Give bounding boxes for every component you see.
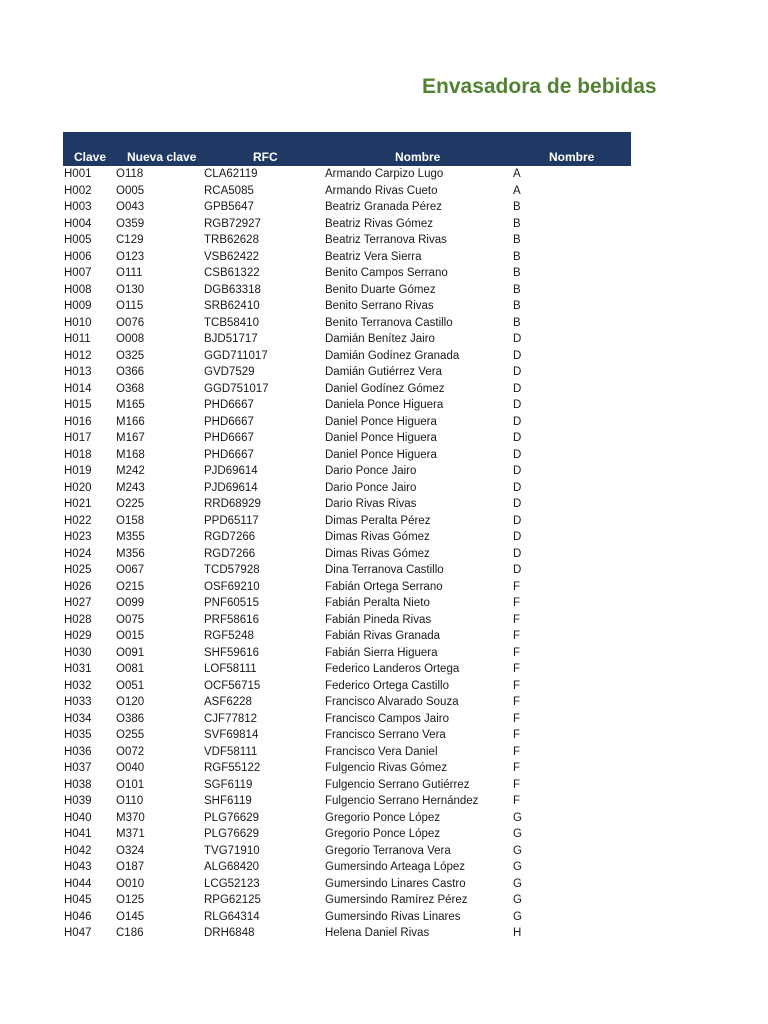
cell-nueva-clave[interactable]: M243 <box>116 481 145 494</box>
cell-nombre[interactable]: Dimas Rivas Gómez <box>325 531 430 543</box>
cell-rfc[interactable]: GGD751017 <box>204 382 269 395</box>
table-row <box>63 199 631 216</box>
cell-letra[interactable]: D <box>513 415 522 428</box>
table-row <box>63 546 631 563</box>
cell-nombre[interactable]: Fabián Pineda Rivas <box>325 613 432 626</box>
table-row <box>63 843 631 860</box>
cell-nueva-clave[interactable]: M165 <box>116 399 145 411</box>
cell-rfc[interactable]: CJF77812 <box>204 712 258 725</box>
cell-nombre[interactable]: Damián Benítez Jairo <box>325 333 435 345</box>
cell-nombre[interactable]: Beatriz Granada Pérez <box>325 201 442 213</box>
cell-clave[interactable]: H026 <box>64 580 92 593</box>
cell-nueva-clave[interactable]: O145 <box>116 910 145 923</box>
table-row <box>63 183 631 200</box>
cell-clave[interactable]: H027 <box>64 597 92 609</box>
cell-letra[interactable]: F <box>513 613 521 626</box>
table-row <box>63 381 631 398</box>
cell-nueva-clave[interactable]: C186 <box>116 927 144 939</box>
cell-nueva-clave[interactable]: O255 <box>116 729 145 741</box>
cell-clave[interactable]: H036 <box>64 745 92 758</box>
cell-letra[interactable]: D <box>513 547 522 560</box>
cell-letra[interactable]: D <box>513 498 522 510</box>
cell-nueva-clave[interactable]: O072 <box>116 745 145 758</box>
cell-rfc[interactable]: RLG64314 <box>204 910 260 923</box>
cell-letra[interactable]: B <box>513 267 521 279</box>
cell-letra[interactable]: H <box>513 927 522 939</box>
cell-nueva-clave[interactable]: O010 <box>116 877 145 890</box>
table-row <box>63 760 631 777</box>
table-header <box>63 132 631 166</box>
cell-nueva-clave[interactable]: M356 <box>116 547 145 560</box>
cell-rfc[interactable]: PHD6667 <box>204 432 254 444</box>
cell-clave[interactable]: H017 <box>64 432 92 444</box>
cell-rfc[interactable]: CSB61322 <box>204 267 260 279</box>
cell-nueva-clave[interactable]: O187 <box>116 861 145 873</box>
cell-clave[interactable]: H021 <box>64 498 92 510</box>
cell-rfc[interactable]: VDF58111 <box>204 745 258 758</box>
cell-clave[interactable]: H038 <box>64 778 92 791</box>
cell-clave[interactable]: H040 <box>64 811 92 824</box>
table-row <box>63 447 631 464</box>
table-row <box>63 232 631 249</box>
cell-nombre[interactable]: Damián Gutiérrez Vera <box>325 366 442 378</box>
table-row <box>63 612 631 629</box>
cell-rfc[interactable]: SHF6119 <box>204 795 252 807</box>
cell-letra[interactable]: F <box>513 712 521 725</box>
table-row <box>63 562 631 579</box>
cell-letra[interactable]: G <box>513 861 522 873</box>
cell-nombre[interactable]: Daniel Ponce Higuera <box>325 448 437 461</box>
cell-nueva-clave[interactable]: O366 <box>116 366 145 378</box>
cell-nueva-clave[interactable]: O123 <box>116 250 145 263</box>
cell-nueva-clave[interactable]: C129 <box>116 234 144 246</box>
cell-letra[interactable]: F <box>513 663 521 675</box>
cell-nombre[interactable]: Dario Ponce Jairo <box>325 465 417 477</box>
cell-nueva-clave[interactable]: O043 <box>116 201 145 213</box>
cell-rfc[interactable]: PLG76629 <box>204 811 259 824</box>
table-row <box>63 777 631 794</box>
cell-rfc[interactable]: TRB62628 <box>204 234 259 246</box>
table-row <box>63 249 631 266</box>
cell-nueva-clave[interactable]: O075 <box>116 613 145 626</box>
cell-clave[interactable]: H009 <box>64 300 92 312</box>
cell-rfc[interactable]: GGD711017 <box>204 349 268 362</box>
cell-nueva-clave[interactable]: O091 <box>116 646 145 659</box>
cell-nombre[interactable]: Beatriz Vera Sierra <box>325 250 422 263</box>
cell-nueva-clave[interactable]: M168 <box>116 448 145 461</box>
cell-rfc[interactable]: PPD65117 <box>204 514 259 527</box>
cell-clave[interactable]: H024 <box>64 547 92 560</box>
cell-nombre[interactable]: Fulgencio Rivas Gómez <box>325 762 448 774</box>
cell-nombre[interactable]: Benito Serrano Rivas <box>325 300 434 312</box>
cell-rfc[interactable]: DRH6848 <box>204 927 255 939</box>
cell-nombre[interactable]: Fulgencio Serrano Gutiérrez <box>325 778 470 791</box>
cell-rfc[interactable]: ASF6228 <box>204 696 252 708</box>
cell-letra[interactable]: G <box>513 844 522 857</box>
cell-clave[interactable]: H033 <box>64 696 92 708</box>
cell-rfc[interactable]: SRB62410 <box>204 300 260 312</box>
cell-letra[interactable]: D <box>513 366 522 378</box>
cell-clave[interactable]: H010 <box>64 316 92 329</box>
table-row <box>63 513 631 530</box>
cell-letra[interactable]: D <box>513 514 522 527</box>
table-row <box>63 628 631 645</box>
table-row <box>63 876 631 893</box>
cell-rfc[interactable]: LOF58111 <box>204 663 257 675</box>
cell-nueva-clave[interactable]: O225 <box>116 498 145 510</box>
cell-clave[interactable]: H007 <box>64 267 92 279</box>
cell-nueva-clave[interactable]: M242 <box>116 465 145 477</box>
cell-letra[interactable]: D <box>513 531 522 543</box>
cell-clave[interactable]: H025 <box>64 564 92 576</box>
cell-nombre[interactable]: Benito Duarte Gómez <box>325 283 436 296</box>
table-row <box>63 678 631 695</box>
cell-clave[interactable]: H013 <box>64 366 92 378</box>
cell-rfc[interactable]: OSF69210 <box>204 580 260 593</box>
cell-rfc[interactable]: BJD51717 <box>204 333 258 345</box>
cell-rfc[interactable]: SHF59616 <box>204 646 259 659</box>
cell-rfc[interactable]: RGB72927 <box>204 217 261 230</box>
cell-nombre[interactable]: Daniel Ponce Higuera <box>325 415 437 428</box>
cell-nueva-clave[interactable]: O386 <box>116 712 145 725</box>
cell-nueva-clave[interactable]: O359 <box>116 217 145 230</box>
cell-letra[interactable]: D <box>513 349 522 362</box>
cell-letra[interactable]: G <box>513 910 522 923</box>
cell-nombre[interactable]: Fabián Rivas Granada <box>325 630 441 642</box>
cell-letra[interactable]: G <box>513 894 522 906</box>
cell-letra[interactable]: D <box>513 448 522 461</box>
cell-clave[interactable]: H047 <box>64 927 92 939</box>
cell-nueva-clave[interactable]: M370 <box>116 811 145 824</box>
cell-nombre[interactable]: Gumersindo Linares Castro <box>325 877 466 890</box>
cell-nombre[interactable]: Fabián Peralta Nieto <box>325 597 430 609</box>
cell-rfc[interactable]: PRF58616 <box>204 613 259 626</box>
table-row <box>63 925 631 942</box>
cell-letra[interactable]: D <box>513 465 522 477</box>
table-body <box>63 166 631 942</box>
cell-clave[interactable]: H018 <box>64 448 92 461</box>
cell-nueva-clave[interactable]: O081 <box>116 663 145 675</box>
cell-rfc[interactable]: PNF60515 <box>204 597 259 609</box>
cell-letra[interactable]: B <box>513 316 521 329</box>
cell-nombre[interactable]: Dario Rivas Rivas <box>325 498 417 510</box>
cell-letra[interactable]: B <box>513 234 521 246</box>
cell-letra[interactable]: D <box>513 333 522 345</box>
cell-clave[interactable]: H016 <box>64 415 92 428</box>
cell-nueva-clave[interactable]: O324 <box>116 844 145 857</box>
cell-letra[interactable]: F <box>513 778 521 791</box>
table-row <box>63 727 631 744</box>
cell-letra[interactable]: D <box>513 432 522 444</box>
table-row <box>63 826 631 843</box>
cell-nombre[interactable]: Francisco Campos Jairo <box>325 712 449 725</box>
cell-nombre[interactable]: Gumersindo Ramírez Pérez <box>325 894 468 906</box>
cell-nombre[interactable]: Francisco Serrano Vera <box>325 729 446 741</box>
cell-letra[interactable]: B <box>513 250 521 263</box>
cell-nombre[interactable]: Benito Terranova Castillo <box>325 316 453 329</box>
column-header-nueva-clave[interactable]: Nueva clave <box>127 150 197 164</box>
table-row <box>63 216 631 233</box>
cell-clave[interactable]: H039 <box>64 795 92 807</box>
cell-nombre[interactable]: Gregorio Ponce López <box>325 828 441 840</box>
cell-rfc[interactable]: RGF55122 <box>204 762 261 774</box>
cell-rfc[interactable]: VSB62422 <box>204 250 259 263</box>
cell-rfc[interactable]: TVG71910 <box>204 844 260 857</box>
cell-nueva-clave[interactable]: O076 <box>116 316 145 329</box>
cell-nombre[interactable]: Helena Daniel Rivas <box>325 927 430 939</box>
table-row <box>63 744 631 761</box>
table-row <box>63 579 631 596</box>
sheet-title: Envasadora de bebidas <box>422 75 657 98</box>
cell-letra[interactable]: B <box>513 201 521 213</box>
cell-clave[interactable]: H046 <box>64 910 92 923</box>
table-row <box>63 348 631 365</box>
cell-letra[interactable]: A <box>513 184 521 197</box>
cell-nueva-clave[interactable]: M371 <box>116 828 145 840</box>
cell-clave[interactable]: H001 <box>64 168 92 180</box>
cell-clave[interactable]: H032 <box>64 679 92 692</box>
table-row <box>63 892 631 909</box>
cell-letra[interactable]: F <box>513 646 521 659</box>
cell-nueva-clave[interactable]: O015 <box>116 630 145 642</box>
cell-nueva-clave[interactable]: O158 <box>116 514 145 527</box>
cell-nueva-clave[interactable]: M166 <box>116 415 145 428</box>
table-row <box>63 331 631 348</box>
cell-clave[interactable]: H031 <box>64 663 92 675</box>
cell-nombre[interactable]: Daniel Godínez Gómez <box>325 382 445 395</box>
cell-nombre[interactable]: Fabián Sierra Higuera <box>325 646 438 659</box>
cell-rfc[interactable]: RGD7266 <box>204 531 256 543</box>
cell-nueva-clave[interactable]: O008 <box>116 333 145 345</box>
table-row <box>63 645 631 662</box>
cell-nueva-clave[interactable]: O005 <box>116 184 145 197</box>
table-row <box>63 364 631 381</box>
cell-letra[interactable]: D <box>513 382 522 395</box>
cell-letra[interactable]: F <box>513 580 521 593</box>
cell-rfc[interactable]: LCG52123 <box>204 877 260 890</box>
cell-nueva-clave[interactable]: O110 <box>116 795 144 807</box>
cell-letra[interactable]: G <box>513 811 522 824</box>
cell-nueva-clave[interactable]: O115 <box>116 300 144 312</box>
cell-letra[interactable]: G <box>513 828 522 840</box>
cell-clave[interactable]: H028 <box>64 613 92 626</box>
cell-clave[interactable]: H030 <box>64 646 92 659</box>
table-row <box>63 463 631 480</box>
cell-nombre[interactable]: Gumersindo Arteaga López <box>325 861 466 873</box>
cell-clave[interactable]: H034 <box>64 712 92 725</box>
cell-clave[interactable]: H035 <box>64 729 92 741</box>
table-row <box>63 480 631 497</box>
cell-clave[interactable]: H023 <box>64 531 92 543</box>
cell-nombre[interactable]: Armando Rivas Cueto <box>325 184 438 197</box>
table-row <box>63 793 631 810</box>
cell-rfc[interactable]: RRD68929 <box>204 498 261 510</box>
cell-rfc[interactable]: ALG68420 <box>204 861 259 873</box>
cell-rfc[interactable]: PLG76629 <box>204 828 259 840</box>
cell-nueva-clave[interactable]: O120 <box>116 696 145 708</box>
cell-nueva-clave[interactable]: O368 <box>116 382 145 395</box>
cell-clave[interactable]: H045 <box>64 894 92 906</box>
cell-nombre[interactable]: Benito Campos Serrano <box>325 267 448 279</box>
column-header-nombre[interactable]: Nombre <box>395 150 441 164</box>
cell-nombre[interactable]: Daniela Ponce Higuera <box>325 399 444 411</box>
cell-letra[interactable]: A <box>513 168 521 180</box>
cell-nombre[interactable]: Gregorio Ponce López <box>325 811 441 824</box>
cell-letra[interactable]: D <box>513 481 522 494</box>
cell-letra[interactable]: F <box>513 597 521 609</box>
cell-clave[interactable]: H020 <box>64 481 92 494</box>
table-row <box>63 397 631 414</box>
cell-clave[interactable]: H002 <box>64 184 92 197</box>
cell-nueva-clave[interactable]: O118 <box>116 168 144 180</box>
cell-letra[interactable]: B <box>513 217 521 230</box>
cell-nombre[interactable]: Fabián Ortega Serrano <box>325 580 443 593</box>
column-header-rfc[interactable]: RFC <box>253 150 278 164</box>
cell-rfc[interactable]: RPG62125 <box>204 894 261 906</box>
column-header-clave[interactable]: Clave <box>74 150 107 164</box>
cell-nueva-clave[interactable]: O040 <box>116 762 145 774</box>
cell-nueva-clave[interactable]: O125 <box>116 894 145 906</box>
cell-clave[interactable]: H019 <box>64 465 92 477</box>
table-row <box>63 909 631 926</box>
cell-letra[interactable]: F <box>513 679 521 692</box>
cell-nueva-clave[interactable]: M167 <box>116 432 145 444</box>
cell-letra[interactable]: F <box>513 729 521 741</box>
cell-rfc[interactable]: GVD7529 <box>204 366 255 378</box>
cell-nueva-clave[interactable]: O067 <box>116 564 145 576</box>
cell-rfc[interactable]: RGD7266 <box>204 547 256 560</box>
cell-clave[interactable]: H006 <box>64 250 92 263</box>
cell-rfc[interactable]: PJD69614 <box>204 465 258 477</box>
cell-clave[interactable]: H037 <box>64 762 92 774</box>
cell-nombre[interactable]: Dimas Rivas Gómez <box>325 547 430 560</box>
column-header-nombre-2[interactable]: Nombre <box>549 150 595 164</box>
cell-clave[interactable]: H012 <box>64 349 92 362</box>
cell-clave[interactable]: H014 <box>64 382 92 395</box>
table-row <box>63 661 631 678</box>
table-row <box>63 595 631 612</box>
cell-letra[interactable]: F <box>513 762 521 774</box>
cell-nombre[interactable]: Beatriz Rivas Gómez <box>325 217 434 230</box>
table-row <box>63 166 631 183</box>
cell-nueva-clave[interactable]: O099 <box>116 597 145 609</box>
table-row <box>63 298 631 315</box>
cell-nueva-clave[interactable]: O051 <box>116 679 145 692</box>
table-row <box>63 315 631 332</box>
cell-nombre[interactable]: Dimas Peralta Pérez <box>325 514 431 527</box>
cell-nueva-clave[interactable]: O101 <box>116 778 145 791</box>
cell-nombre[interactable]: Dario Ponce Jairo <box>325 481 417 494</box>
cell-clave[interactable]: H015 <box>64 399 92 411</box>
table-row <box>63 282 631 299</box>
cell-nombre[interactable]: Beatriz Terranova Rivas <box>325 234 447 246</box>
cell-letra[interactable]: F <box>513 745 521 758</box>
cell-nombre[interactable]: Federico Landeros Ortega <box>325 663 460 675</box>
cell-letra[interactable]: F <box>513 630 521 642</box>
cell-clave[interactable]: H008 <box>64 283 92 296</box>
cell-clave[interactable]: H043 <box>64 861 92 873</box>
cell-nombre[interactable]: Francisco Alvarado Souza <box>325 696 459 708</box>
cell-nueva-clave[interactable]: M355 <box>116 531 145 543</box>
cell-clave[interactable]: H004 <box>64 217 92 230</box>
cell-letra[interactable]: B <box>513 283 521 296</box>
cell-nombre[interactable]: Gumersindo Rivas Linares <box>325 910 461 923</box>
table-row <box>63 496 631 513</box>
cell-clave[interactable]: H029 <box>64 630 92 642</box>
cell-nombre[interactable]: Dina Terranova Castillo <box>325 564 444 576</box>
table-row <box>63 810 631 827</box>
cell-rfc[interactable]: SVF69814 <box>204 729 259 741</box>
cell-nombre[interactable]: Federico Ortega Castillo <box>325 679 449 692</box>
cell-letra[interactable]: G <box>513 877 522 890</box>
cell-nueva-clave[interactable]: O111 <box>116 267 143 279</box>
cell-rfc[interactable]: PJD69614 <box>204 481 258 494</box>
cell-nueva-clave[interactable]: O215 <box>116 580 145 593</box>
cell-rfc[interactable]: CLA62119 <box>204 168 258 180</box>
cell-nombre[interactable]: Fulgencio Serrano Hernández <box>325 795 479 807</box>
cell-rfc[interactable]: RCA5085 <box>204 184 254 197</box>
cell-clave[interactable]: H044 <box>64 877 92 890</box>
cell-rfc[interactable]: PHD6667 <box>204 415 254 428</box>
cell-rfc[interactable]: PHD6667 <box>204 448 254 461</box>
table-row <box>63 711 631 728</box>
cell-rfc[interactable]: DGB63318 <box>204 283 261 296</box>
cell-clave[interactable]: H003 <box>64 201 92 213</box>
cell-nombre[interactable]: Damián Godínez Granada <box>325 349 460 362</box>
cell-clave[interactable]: H011 <box>64 333 91 345</box>
cell-letra[interactable]: D <box>513 564 522 576</box>
cell-nueva-clave[interactable]: O325 <box>116 349 145 362</box>
cell-clave[interactable]: H022 <box>64 514 92 527</box>
cell-nombre[interactable]: Daniel Ponce Higuera <box>325 432 437 444</box>
cell-letra[interactable]: B <box>513 300 521 312</box>
table-row <box>63 414 631 431</box>
cell-nueva-clave[interactable]: O130 <box>116 283 145 296</box>
table-row <box>63 529 631 546</box>
cell-rfc[interactable]: RGF5248 <box>204 630 254 642</box>
cell-clave[interactable]: H042 <box>64 844 92 857</box>
cell-letra[interactable]: F <box>513 795 521 807</box>
cell-rfc[interactable]: PHD6667 <box>204 399 254 411</box>
table-row <box>63 694 631 711</box>
cell-nombre[interactable]: Armando Carpizo Lugo <box>325 168 444 180</box>
cell-nombre[interactable]: Francisco Vera Daniel <box>325 745 438 758</box>
cell-rfc[interactable]: GPB5647 <box>204 201 254 213</box>
table-row <box>63 430 631 447</box>
cell-clave[interactable]: H041 <box>64 828 92 840</box>
cell-letra[interactable]: F <box>513 696 521 708</box>
table-row <box>63 265 631 282</box>
cell-letra[interactable]: D <box>513 399 522 411</box>
cell-rfc[interactable]: OCF56715 <box>204 679 261 692</box>
cell-rfc[interactable]: TCB58410 <box>204 316 259 329</box>
cell-nombre[interactable]: Gregorio Terranova Vera <box>325 844 451 857</box>
table-row <box>63 859 631 876</box>
cell-rfc[interactable]: SGF6119 <box>204 778 253 791</box>
cell-clave[interactable]: H005 <box>64 234 92 246</box>
cell-rfc[interactable]: TCD57928 <box>204 564 260 576</box>
